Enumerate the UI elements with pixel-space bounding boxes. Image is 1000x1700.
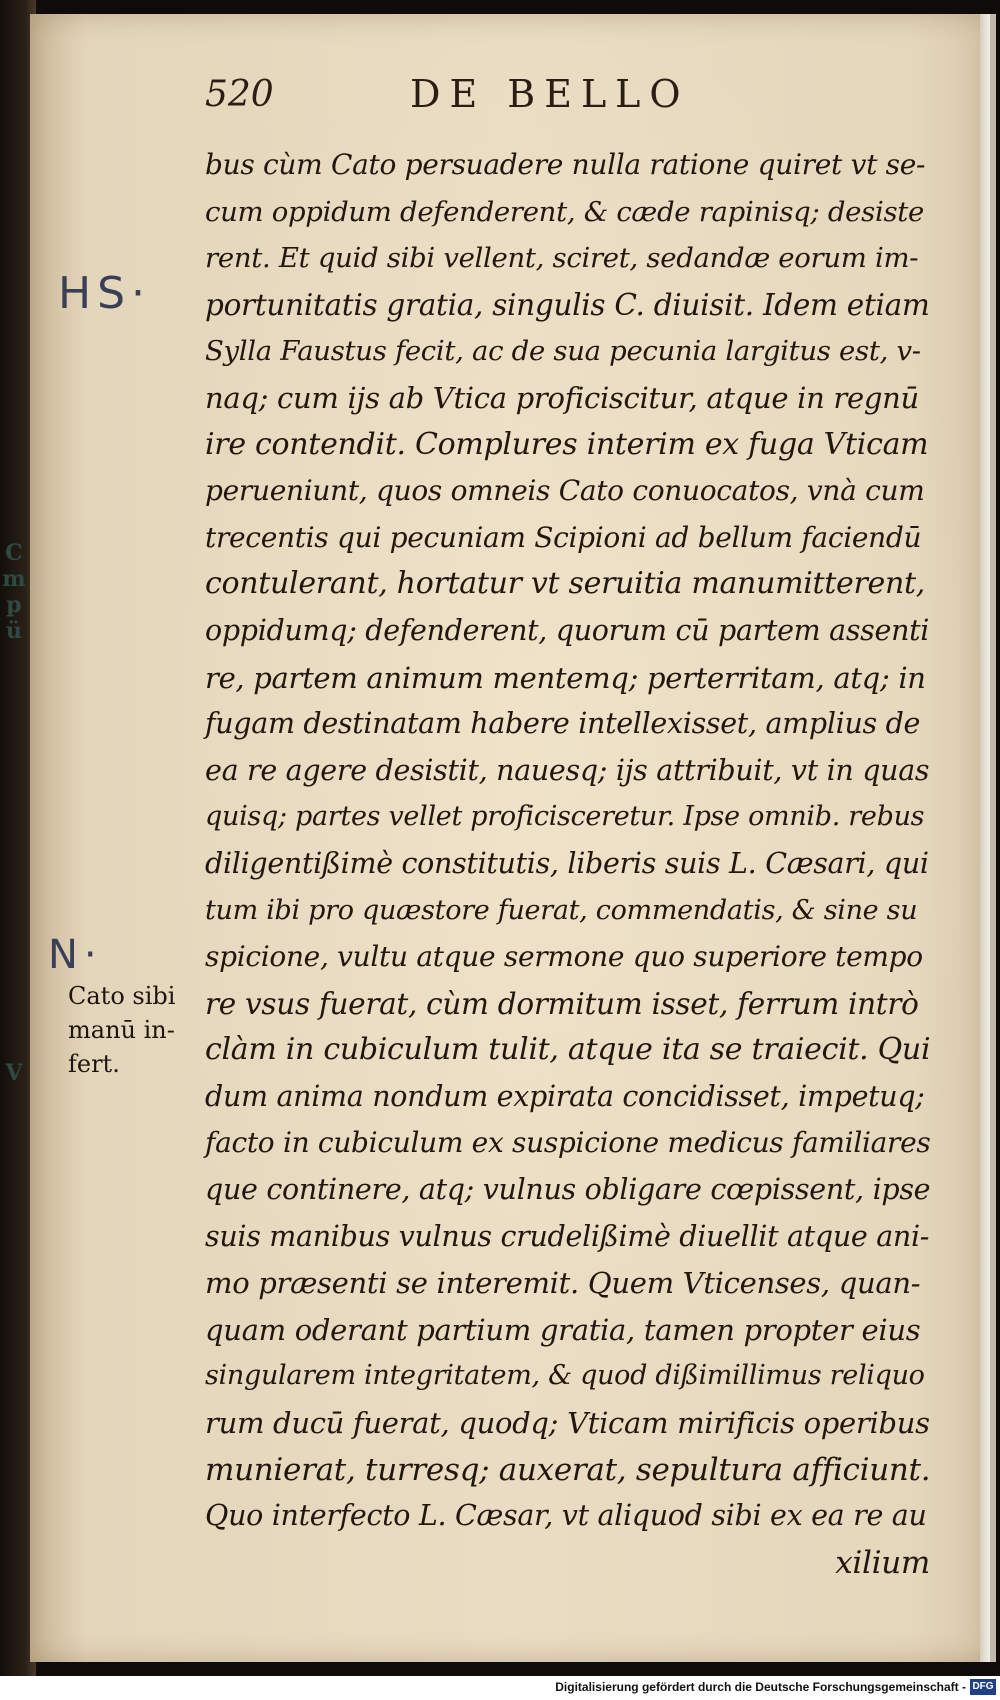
catchword: xilium — [835, 1544, 930, 1581]
text-line: Quo interfecto L. Cæsar, vt aliquod sibi ex ea re au — [205, 1499, 927, 1533]
text-line: bus cùm Cato persuadere nulla ratione quiret vt se- — [205, 148, 926, 181]
dfg-logo: DFG — [970, 1679, 996, 1695]
text-line: oppidumq; defenderent, quorum cū partem assenti — [205, 613, 930, 647]
text-line: singularem integritatem, & quod dißimillimus reliquo — [205, 1360, 925, 1392]
text-line: fugam destinatam habere intellexisset, amplius de — [205, 707, 921, 741]
page-number: 520 — [205, 74, 274, 115]
spine-bleed-lower: V — [5, 1060, 23, 1086]
text-line: mo præsenti se interemit. Quem Vticenses, quan- — [205, 1266, 921, 1301]
spine-bleed-upper: C m p ü — [2, 540, 26, 644]
text-line: que continere, atq; vulnus obligare cœpissent, ipse — [205, 1173, 931, 1207]
text-line: diligentißimè constitutis, liberis suis L. Cæsari, qui — [205, 846, 929, 880]
text-line: ea re agere desistit, nauesq; ijs attribuit, vt in quas — [205, 753, 930, 787]
text-line: cum oppidum defenderent, & cæde rapinisq; desiste — [205, 195, 924, 228]
text-line: re vsus fuerat, cùm dormitum isset, ferrum intrò — [205, 986, 919, 1021]
text-line: rent. Et quid sibi vellent, sciret, sedandæ eorum im- — [205, 242, 919, 275]
text-line: ire contendit. Complures interim ex fuga Vticam — [205, 426, 929, 462]
text-line: re, partem animum mentemq; perterritam, atq; in — [205, 660, 926, 695]
footer-credit: Digitalisierung gefördert durch die Deutsche Forschungsgemeinschaft - — [555, 1680, 966, 1694]
text-line: suis manibus vulnus crudelißimè diuellit atque ani- — [205, 1219, 930, 1253]
text-line: contulerant, hortatur vt seruitia manumitterent, — [205, 566, 926, 602]
text-line: naq; cum ijs ab Vtica proficiscitur, atque in regnū — [205, 380, 919, 415]
marginal-note: Cato sibi manū in- fert. — [68, 982, 176, 1078]
text-line: portunitatis gratia, singulis C. diuisit. Idem etiam — [205, 287, 930, 322]
body-text — [205, 142, 930, 1586]
text-line: munierat, turresq; auxerat, sepultura afficiunt. — [205, 1451, 931, 1488]
text-line: quisq; partes vellet proficisceretur. Ipse omnib. rebus — [205, 801, 925, 833]
text-line: Sylla Faustus fecit, ac de sua pecunia largitus est, v- — [205, 335, 921, 368]
text-line: tum ibi pro quæstore fuerat, commendatis, & sine su — [205, 894, 918, 926]
running-head — [205, 74, 905, 124]
text-line: trecentis qui pecuniam Scipioni ad bellum faciendū — [205, 520, 922, 554]
footer-bar — [0, 1676, 1000, 1700]
book-page — [30, 14, 996, 1662]
text-line: facto in cubiculum ex suspicione medicus familiares — [205, 1126, 931, 1160]
handwritten-note-hs: HS· — [58, 268, 152, 319]
text-line: clàm in cubiculum tulit, atque ita se traiecit. Qui — [205, 1032, 931, 1068]
text-line: perueniunt, quos omneis Cato conuocatos, vnà cum — [205, 474, 925, 508]
text-line: spicione, vultu atque sermone quo superiore tempo — [205, 940, 923, 974]
text-line: dum anima nondum expirata concidisset, impetuq; — [205, 1079, 925, 1113]
page-fore-edge — [980, 14, 990, 1662]
text-line: quam oderant partium gratia, tamen propter eius — [205, 1312, 921, 1347]
text-line: rum ducū fuerat, quodq; Vticam mirificis operibus — [205, 1406, 930, 1441]
running-title: DE BELLO — [410, 72, 690, 116]
handwritten-note-n: N· — [48, 932, 103, 978]
